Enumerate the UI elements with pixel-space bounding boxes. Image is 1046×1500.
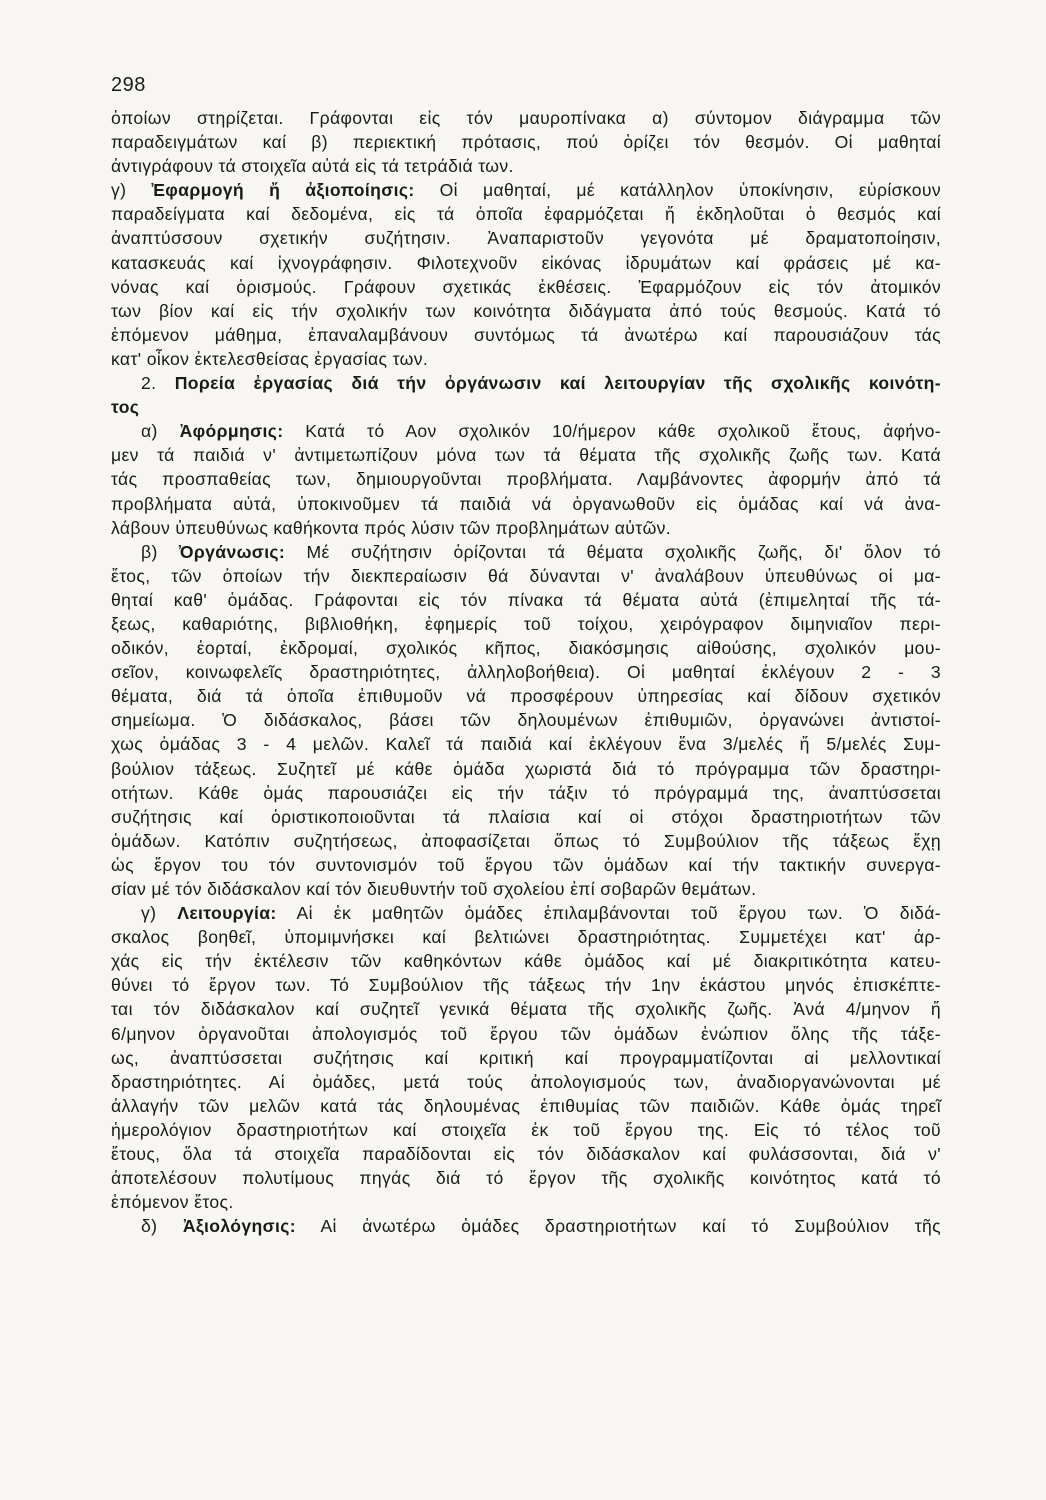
text-run: Κατά τό Αον σχολικόν 10/ήμερον κάθε σχολικοῦ ἔτους, ἀφήνο- bbox=[283, 421, 942, 442]
text-run: 2. bbox=[141, 373, 175, 394]
text-run: ὁμάδων. Κατόπιν συζητήσεως, ἀποφασίζεται ὅπως τό Συμβούλιον τῆς τάξεως ἔχῃ bbox=[111, 830, 941, 851]
text-line bbox=[111, 781, 941, 805]
text-line bbox=[111, 588, 941, 612]
text-line bbox=[111, 877, 941, 901]
text-line bbox=[111, 347, 941, 371]
text-line bbox=[111, 925, 941, 949]
text-run: συζήτησις καί ὁριστικοποιοῦνται τά πλαίσια καί οἱ στόχοι δραστηριοτήτων τῶν bbox=[111, 806, 941, 827]
text-line bbox=[111, 371, 941, 395]
text-run: χως ὁμάδας 3 - 4 μελῶν. Καλεῖ τά παιδιά καί ἐκλέγουν ἕνα 3/μελές ἤ 5/μελές Συμ- bbox=[111, 734, 941, 755]
text-run: 6/μηνον ὀργανοῦται ἀπολογισμός τοῦ ἔργου τῶν ὁμάδων ἐνώπιον ὅλης τῆς τάξε- bbox=[111, 1023, 941, 1044]
text-run: ἔτους, ὅλα τά στοιχεῖα παραδίδονται εἰς τόν διδάσκαλον καί φυλάσσονται, διά ν' bbox=[111, 1144, 941, 1165]
text-run: ὡς ἔργον του τόν συντονισμόν τοῦ ἔργου τῶν ὁμάδων καί τήν τακτικήν συνεργα- bbox=[111, 854, 941, 875]
text-run: νόνας καί ὁρισμούς. Γράφουν σχετικάς ἐκθέσεις. Ἐφαρμόζουν εἰς τόν ἀτομικόν bbox=[111, 276, 941, 297]
text-line bbox=[111, 805, 941, 829]
text-run: γ) bbox=[111, 180, 152, 201]
text-line bbox=[111, 467, 941, 491]
bold-heading: Λειτουργία: bbox=[177, 903, 277, 924]
text-line bbox=[111, 564, 941, 588]
text-line bbox=[111, 901, 941, 925]
text-run: Αἱ ἐκ μαθητῶν ὁμάδες ἐπιλαμβάνονται τοῦ ἔργου των. Ὁ διδά- bbox=[276, 903, 941, 924]
text-line bbox=[111, 1142, 941, 1166]
body-text bbox=[111, 106, 941, 1238]
text-run: οτήτων. Κάθε ὁμάς παρουσιάζει εἰς τήν τάξιν τό πρόγραμμά της, ἀναπτύσσεται bbox=[111, 782, 941, 803]
text-line bbox=[111, 516, 941, 540]
text-line bbox=[111, 997, 941, 1021]
text-run: κατασκευάς καί ἰχνογράφησιν. Φιλοτεχνοῦν εἰκόνας ἱδρυμάτων καί φράσεις μέ κα- bbox=[111, 252, 941, 273]
text-run: σημείωμα. Ὁ διδάσκαλος, βάσει τῶν δηλουμένων ἐπιθυμιῶν, ὀργανώνει ἀντιστοί- bbox=[111, 710, 941, 731]
text-run: δραστηριότητες. Αἱ ὁμάδες, μετά τούς ἀπολογισμούς των, ἀναδιοργανώνονται μέ bbox=[111, 1071, 941, 1092]
text-run: Μέ συζήτησιν ὁρίζονται τά θέματα σχολικῆς ζωῆς, δι' ὅλον τό bbox=[285, 541, 941, 562]
text-run: σίαν μέ τόν διδάσκαλον καί τόν διευθυντήν τοῦ σχολείου ἐπί σοβαρῶν θεμάτων. bbox=[111, 879, 757, 899]
text-line bbox=[111, 757, 941, 781]
text-line bbox=[111, 612, 941, 636]
text-line bbox=[111, 251, 941, 275]
text-run: προβλήματα αὐτά, ὑποκινοῦμεν τά παιδιά νά ὀργανωθοῦν εἰς ὁμάδας καί νά ἀνα- bbox=[111, 493, 941, 514]
bold-heading: Πορεία ἐργασίας διά τήν ὀργάνωσιν καί λειτουργίαν τῆς σχολικῆς κοινότη- bbox=[174, 373, 941, 394]
text-run: ἡμερολόγιον δραστηριοτήτων καί στοιχεῖα ἐκ τοῦ ἔργου της. Εἰς τό τέλος τοῦ bbox=[111, 1119, 941, 1140]
text-line bbox=[111, 949, 941, 973]
text-run: γ) bbox=[141, 903, 178, 924]
text-line bbox=[111, 130, 941, 154]
text-line bbox=[111, 202, 941, 226]
text-run: δ) bbox=[141, 1216, 183, 1237]
text-run: λάβουν ὑπευθύνως καθήκοντα πρός λύσιν τῶν προβλημάτων αὐτῶν. bbox=[111, 517, 672, 538]
text-line bbox=[111, 1214, 941, 1238]
bold-heading: Ὀργάνωσις: bbox=[179, 541, 286, 562]
text-run: κατ' οἶκον ἐκτελεσθείσας ἐργασίας των. bbox=[111, 348, 429, 369]
text-run: ἀναπτύσσουν σχετικήν συζήτησιν. Ἀναπαριστοῦν γεγονότα μέ δραματοποίησιν, bbox=[111, 228, 941, 249]
text-line bbox=[111, 1046, 941, 1070]
text-run: ἀλλαγήν τῶν μελῶν κατά τάς δηλουμένας ἐπιθυμίας τῶν παιδιῶν. Κάθε ὁμάς τηρεῖ bbox=[111, 1095, 941, 1116]
text-line bbox=[111, 853, 941, 877]
text-run: των βίον καί εἰς τήν σχολικήν των κοινότητα διδάγματα ἀπό τούς θεσμούς. Κατά τό bbox=[111, 300, 941, 321]
text-run: Αἱ ἀνωτέρω ὁμάδες δραστηριοτήτων καί τό Συμβούλιον τῆς bbox=[295, 1216, 941, 1237]
text-line bbox=[111, 1166, 941, 1190]
text-line bbox=[111, 1094, 941, 1118]
text-line bbox=[111, 1022, 941, 1046]
bold-heading: Ἀξιολόγησις: bbox=[182, 1216, 296, 1237]
text-line bbox=[111, 178, 941, 202]
text-line bbox=[111, 443, 941, 467]
bold-heading: τος bbox=[111, 397, 140, 418]
text-line bbox=[111, 1070, 941, 1094]
text-run: θηταί καθ' ὁμάδας. Γράφονται εἰς τόν πίνακα τά θέματα αὐτά (ἐπιμεληταί τῆς τά- bbox=[111, 589, 941, 610]
text-run: θέματα, διά τά ὁποῖα ἐπιθυμοῦν νά προσφέρουν ὑπηρεσίας καί δίδουν σχετικόν bbox=[111, 686, 941, 707]
text-line bbox=[111, 1118, 941, 1142]
text-line bbox=[111, 684, 941, 708]
text-run: παραδείγματα καί δεδομένα, εἰς τά ὁποῖα ἐφαρμόζεται ἤ ἐκδηλοῦται ὁ θεσμός καί bbox=[111, 204, 941, 225]
text-line bbox=[111, 323, 941, 347]
text-line bbox=[111, 226, 941, 250]
text-line bbox=[111, 492, 941, 516]
text-line bbox=[111, 1190, 941, 1214]
text-line bbox=[111, 299, 941, 323]
text-run: ξεως, καθαριότης, βιβλιοθήκη, ἐφημερίς τοῦ τοίχου, χειρόγραφον διμηνιαῖον περι- bbox=[111, 613, 941, 634]
text-run: ὁποίων στηρίζεται. Γράφονται εἰς τόν μαυροπίνακα α) σύντομον διάγραμμα τῶν bbox=[111, 108, 941, 128]
text-run: ἀντιγράφουν τά στοιχεῖα αὐτά εἰς τά τετράδιά των. bbox=[111, 156, 514, 177]
text-run: α) bbox=[141, 421, 180, 442]
text-line bbox=[111, 154, 941, 178]
text-run: ται τόν διδάσκαλον καί συζητεῖ γενικά θέματα τῆς σχολικῆς ζωῆς. Ἀνά 4/μηνον ἤ bbox=[111, 999, 941, 1020]
text-run: ἔτος, τῶν ὁποίων τήν διεκπεραίωσιν θά δύνανται ν' ἀναλάβουν ὑπευθύνως οἱ μα- bbox=[111, 565, 941, 586]
text-run: ἀποτελέσουν πολυτίμους πηγάς διά τό ἔργον τῆς σχολικῆς κοινότητος κατά τό bbox=[111, 1168, 941, 1189]
text-run: σκαλος βοηθεῖ, ὑπομιμνήσκει καί βελτιώνει δραστηριότητας. Συμμετέχει κατ' ἀρ- bbox=[111, 927, 941, 948]
text-line bbox=[111, 275, 941, 299]
text-line bbox=[111, 660, 941, 684]
text-line bbox=[111, 973, 941, 997]
text-run: β) bbox=[141, 541, 180, 562]
text-run: ἑπόμενον ἔτος. bbox=[111, 1192, 234, 1213]
text-line bbox=[111, 636, 941, 660]
bold-heading: Ἐφαρμογή ἤ ἀξιοποίησις: bbox=[151, 180, 415, 201]
text-run: τάς προσπαθείας των, δημιουργοῦνται προβλήματα. Λαμβάνοντες ἀφορμήν ἀπό τά bbox=[111, 469, 941, 490]
text-run: θύνει τό ἔργον των. Τό Συμβούλιον τῆς τάξεως τήν 1ην ἑκάστου μηνός ἐπισκέπτε- bbox=[111, 975, 941, 996]
bold-heading: Ἀφόρμησις: bbox=[179, 421, 284, 442]
text-run: σεῖον, κοινωφελεῖς δραστηριότητες, ἀλληλοβοήθεια). Οἱ μαθηταί ἐκλέγουν 2 - 3 bbox=[111, 662, 941, 683]
text-run: παραδειγμάτων καί β) περιεκτική πρότασις, πού ὁρίζει τόν θεσμόν. Οἱ μαθηταί bbox=[111, 132, 941, 153]
text-run: μεν τά παιδιά ν' ἀντιμετωπίζουν μόνα των τά θέματα τῆς σχολικῆς ζωῆς των. Κατά bbox=[111, 445, 941, 466]
text-line bbox=[111, 829, 941, 853]
text-line bbox=[111, 395, 941, 419]
text-line bbox=[111, 419, 941, 443]
text-run: οδικόν, ἑορταί, ἐκδρομαί, σχολικός κῆπος, διακόσμησις αἰθούσης, σχολικόν μου- bbox=[111, 638, 941, 659]
text-line bbox=[111, 540, 941, 564]
text-run: ως, ἀναπτύσσεται συζήτησις καί κριτική καί προγραμματίζονται αἱ μελλοντικαί bbox=[111, 1047, 941, 1068]
text-run: Οἱ μαθηταί, μέ κατάλληλον ὑποκίνησιν, εὑρίσκουν bbox=[414, 180, 941, 201]
text-run: χάς εἰς τήν ἐκτέλεσιν τῶν καθηκόντων κάθε ὁμάδος καί μέ διακριτικότητα κατευ- bbox=[111, 951, 941, 972]
page-number: 298 bbox=[111, 74, 146, 96]
text-run: βούλιον τάξεως. Συζητεῖ μέ κάθε ὁμάδα χωριστά διά τό πρόγραμμα τῶν δραστηρι- bbox=[111, 758, 941, 779]
text-line bbox=[111, 708, 941, 732]
text-run: ἑπόμενον μάθημα, ἐπαναλαμβάνουν συντόμως τά ἀνωτέρω καί παρουσιάζουν τάς bbox=[111, 324, 941, 345]
text-line bbox=[111, 106, 941, 130]
text-line bbox=[111, 732, 941, 756]
